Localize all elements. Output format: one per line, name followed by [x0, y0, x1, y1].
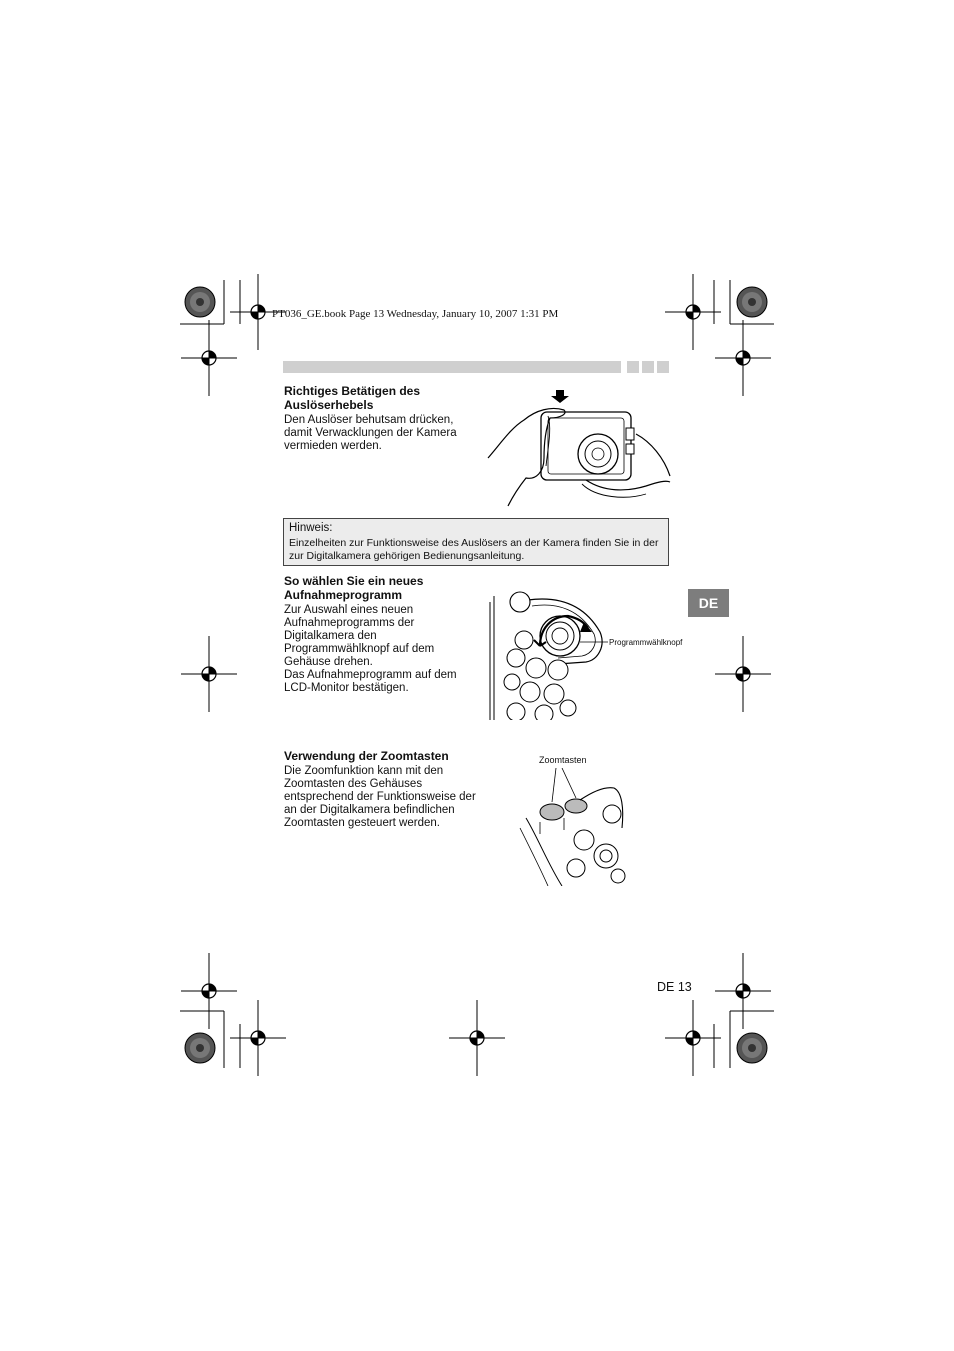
- note-title: Hinweis:: [289, 522, 333, 534]
- mode-dial-callout: Programmwählknopf: [609, 638, 683, 647]
- header-square: [642, 361, 654, 373]
- section-text: Die Zoomfunktion kann mit den Zoomtasten des Gehäuses entsprechend der Funktionsweise der an der Digitalkamera befindlichen Zoomtasten gesteuert werden.: [284, 765, 476, 829]
- section-heading: Verwendung der Zoomtasten: [284, 749, 449, 763]
- header-square: [627, 361, 639, 373]
- page-number: DE 13: [657, 980, 692, 994]
- section-heading: So wählen Sie ein neues Aufnahmeprogramm: [284, 574, 424, 602]
- language-tab: DE: [688, 589, 729, 617]
- print-header: PT036_GE.book Page 13 Wednesday, January 10, 2007 1:31 PM: [272, 308, 559, 320]
- note-text: Einzelheiten zur Funktionsweise des Auslösers an der Kamera finden Sie in der zur Digitalkamera gehörigen Bedienungsanleitung.: [289, 537, 659, 562]
- section-text: Den Auslöser behutsam drücken, damit Verwacklungen der Kamera vermieden werden.: [284, 414, 457, 452]
- note-box: [283, 518, 669, 566]
- section-text: Zur Auswahl eines neuen Aufnahmeprogramms der Digitalkamera den Programmwählknopf auf dem Gehäuse drehen. Das Aufnahmeprogramm auf dem LCD-Monitor bestätigen.: [284, 604, 457, 694]
- mode-dial-illustration: [488, 588, 610, 720]
- section-mode: [284, 574, 474, 695]
- section-header-bar: [283, 361, 621, 373]
- section-heading: Richtiges Betätigen des Auslöserhebels: [284, 384, 421, 412]
- section-zoom: [284, 749, 476, 830]
- zoom-buttons-illustration: [518, 768, 628, 886]
- header-square: [657, 361, 669, 373]
- section-shutter: [284, 384, 474, 453]
- zoom-buttons-callout: Zoomtasten: [539, 755, 587, 765]
- shutter-illustration: [486, 388, 672, 510]
